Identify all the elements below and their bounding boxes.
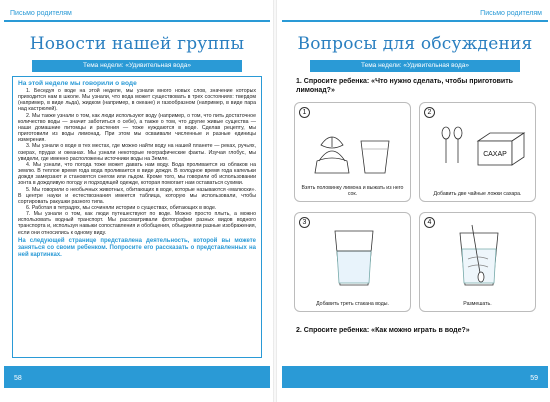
paragraph-4: 4. Мы узнали, что погода тоже может давать нам воду. Вода проливается из облаков на землю. В теплое время года вода проливается в виде дождя. В холодное время года капельки дождя замерзают и становятся снегом или льдом. Кроме того, мы говорили об использовании зонта в дождливую погоду и подходящей одежде, которая помогает нам оставаться сухими. <box>18 161 256 187</box>
step-caption: Взять половинку лимона и выжать из него сок. <box>301 185 404 197</box>
header-rule <box>4 20 270 22</box>
theme-banner: Тема недели: «Удивительная вода» <box>32 60 242 72</box>
step-card-2 <box>419 102 536 202</box>
book-fold <box>273 0 277 402</box>
step-caption: Добавить две чайные ложки сахара. <box>433 191 522 197</box>
paragraph-3: 3. Мы узнали о воде в тех местах, где можно найти воду на нашей планете — реках, ручьях, озерах, прудах и океанах. Мы узнали некоторые географические факты. Изучая глобус, мы увидели, где именно расположены источники воды на Земле. <box>18 143 256 162</box>
paragraph-2: 2. Мы также узнали о том, как люди используют воду (например, о том, что пить достаточное количество воды — значит заботиться о себе), а также о том, что другие живые существа — наши домашние питомцы и растения — тоже нуждаются в воде. Сделав рецепту, мы приготовили из воды лимонад. При этом мы осваивали численные и разные единицы измерения. <box>18 112 256 144</box>
lemon-squeezer-illustration <box>295 111 412 179</box>
right-page <box>282 6 548 392</box>
step-number: 1 <box>299 107 310 118</box>
news-box <box>12 76 262 358</box>
stirring-glass-illustration <box>420 221 537 289</box>
page-number: 59 <box>530 375 538 382</box>
question-1: 1. Спросите ребенка: «Что нужно сделать, чтобы приготовить лимонад?» <box>296 78 513 94</box>
page-title: Новости нашей группы <box>29 34 245 54</box>
parent-note: На следующей странице представлена деятельность, которой вы можете заняться со своим ребенком. Попросите его рассказать о представленных на ней картинках. <box>18 237 256 258</box>
running-header: Письмо родителям <box>10 10 72 17</box>
step-card-1 <box>294 102 411 202</box>
page-number: 58 <box>14 375 22 382</box>
paragraph-6: 6. Работая в тетрадях, мы сочиняли истории о существах, обитающих в воде. <box>26 204 217 211</box>
step-number: 2 <box>424 107 435 118</box>
step-number: 4 <box>424 217 435 228</box>
spoons-and-sugar-illustration <box>420 111 537 179</box>
paragraph-1: 1. Беседуя о воде на этой неделе, мы узнали много новых слов, значение которых приходится нам в школе. Мы узнали, что вода может существовать в трех состояниях: твердом (например, в виде льда), жидком (например, в океане) и газообразном (например, в виде пара над кастрюлей). <box>18 88 256 113</box>
box-heading: На этой неделе мы говорили о воде <box>18 80 137 87</box>
left-page <box>4 6 270 392</box>
footer-bar <box>4 366 270 388</box>
running-header: Письмо родителям <box>480 10 542 17</box>
glass-of-water-illustration <box>295 221 412 289</box>
step-caption: Размешать. <box>463 301 492 307</box>
paragraph-5: 5. Мы говорили о необычных животных, обитающих в воде, которые называются «малюски». В центре науки и естествознания имеется таблица, которую мы использовали, чтобы сортировать ракушки разного типа. <box>18 186 256 205</box>
header-rule <box>282 20 548 22</box>
theme-banner: Тема недели: «Удивительная вода» <box>310 60 520 72</box>
page-title: Вопросы для обсуждения <box>297 34 533 54</box>
step-card-4 <box>419 212 536 312</box>
step-caption: Добавить треть стакана воды. <box>316 301 389 307</box>
step-card-3 <box>294 212 411 312</box>
paragraph-7: 7. Мы узнали о том, как люди путешествуют по воде. Можно просто плыть, а можно использовать водный транспорт. Мы рассматривали фотографии разных видов водного транспорта и, используя навыки сопоставления и обобщения, объединяли разные изображения, если они относились к одному виду. <box>18 211 256 236</box>
step-number: 3 <box>299 217 310 228</box>
footer-bar <box>282 366 548 388</box>
question-2: 2. Спросите ребенка: «Как можно играть в воде?» <box>296 327 470 334</box>
sugar-box-label: САХАР <box>483 151 507 158</box>
